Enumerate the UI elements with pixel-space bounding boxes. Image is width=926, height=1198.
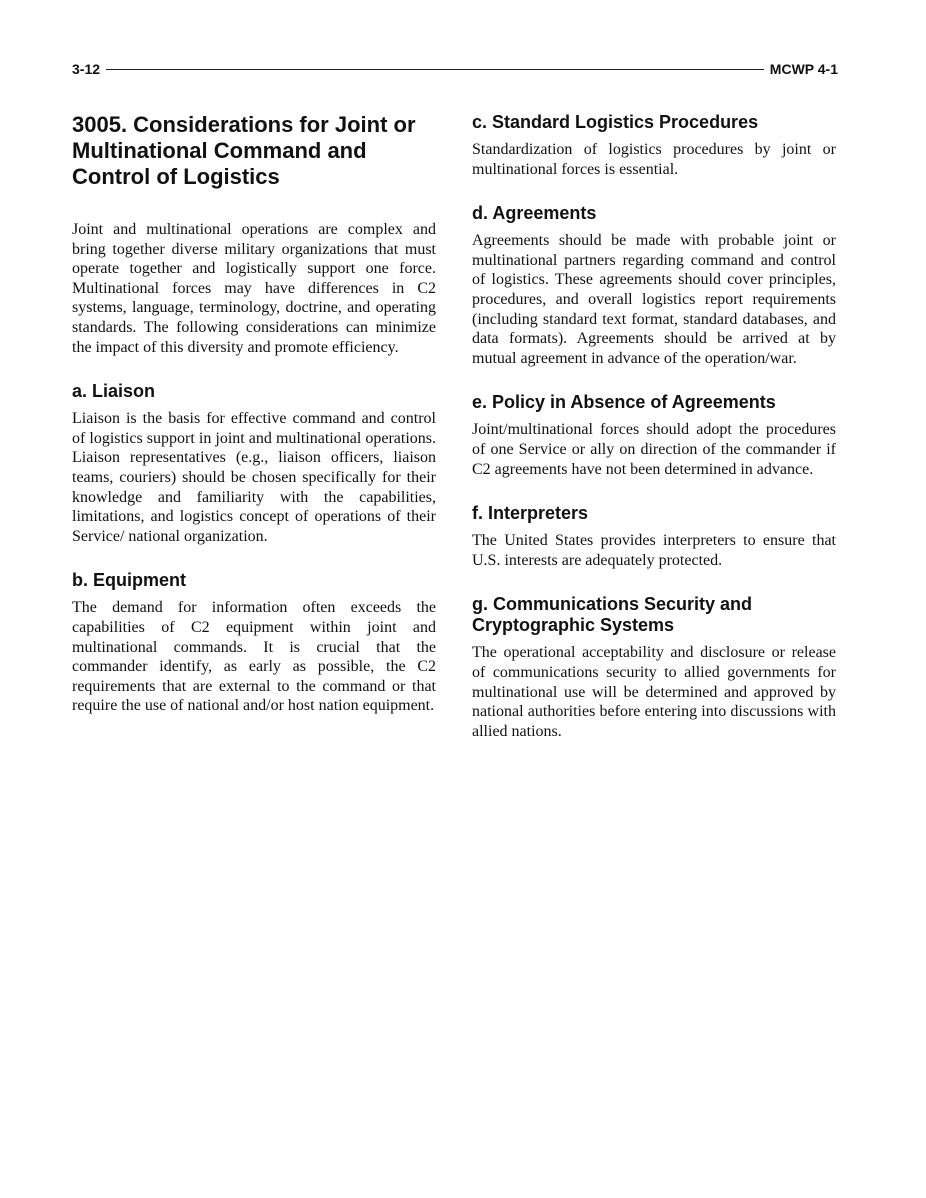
right-column <box>472 112 836 765</box>
section-text: The operational acceptability and disclosure or release of communications security to allied governments for multinational use will be determined and approved by national authorities before entering into discussions with allied nations. <box>472 644 836 740</box>
section-policy-absence-agreements <box>472 392 836 479</box>
header-rule <box>106 69 764 70</box>
section-agreements <box>472 203 836 368</box>
section-heading: b. Equipment <box>72 570 186 591</box>
section-text: Liaison is the basis for effective command and control of logistics support in joint and multinational operations. Liaison representatives (e.g., liaison officers, liaison teams, couriers) should be chosen specifically for their knowledge and familiarity with the capabilities, limitations, and logistics concept of operations of their Service/ national organization. <box>72 410 436 545</box>
section-text: Joint/multinational forces should adopt the procedures of one Service or ally on direction of the commander if C2 agreements have not been determined in advance. <box>472 421 836 478</box>
section-heading: g. Communications Security and Cryptographic Systems <box>472 594 753 636</box>
section-text: The demand for information often exceeds the capabilities of C2 equipment within joint and multinational commands. It is crucial that the commander identify, as early as possible, the C2 requirements that are external to the command or that require the use of national and/or host nation equipment. <box>72 599 436 715</box>
page-number: 3-12 <box>72 61 101 77</box>
page-header <box>72 58 838 80</box>
intro-paragraph: Joint and multinational operations are complex and bring together diverse military organizations that must operate together and logistically support one force. Multinational forces may have differences in C2 systems, language, terminology, doctrine, and operating standards. The following considerations can minimize the impact of this diversity and promote efficiency. <box>72 221 436 356</box>
chapter-title: 3005. Considerations for Joint or Multinational Command and Control of Logistics <box>72 112 416 189</box>
section-heading: c. Standard Logistics Procedures <box>472 112 759 132</box>
left-column <box>72 112 436 740</box>
section-interpreters <box>472 503 836 570</box>
section-text: The United States provides interpreters to ensure that U.S. interests are adequately protected. <box>472 532 836 569</box>
section-heading: f. Interpreters <box>472 503 589 524</box>
section-liaison <box>72 381 436 546</box>
section-text: Standardization of logistics procedures by joint or multinational forces is essential. <box>472 141 836 178</box>
section-heading: a. Liaison <box>72 381 156 402</box>
intro-section <box>72 220 436 357</box>
section-standard-logistics-procedures <box>472 112 836 179</box>
section-text: Agreements should be made with probable joint or multinational partners regarding command and control of logistics. These agreements should cover principles, procedures, and overall logistics report requirements (including standard text format, standard databases, and data formats). Agreements should be arrived at by mutual agreement in advance of the operation/war. <box>472 232 836 367</box>
section-heading: e. Policy in Absence of Agreements <box>472 392 776 413</box>
section-heading: d. Agreements <box>472 203 597 224</box>
section-equipment <box>72 570 436 716</box>
section-communications-security <box>472 594 836 741</box>
document-id: MCWP 4-1 <box>769 61 838 77</box>
